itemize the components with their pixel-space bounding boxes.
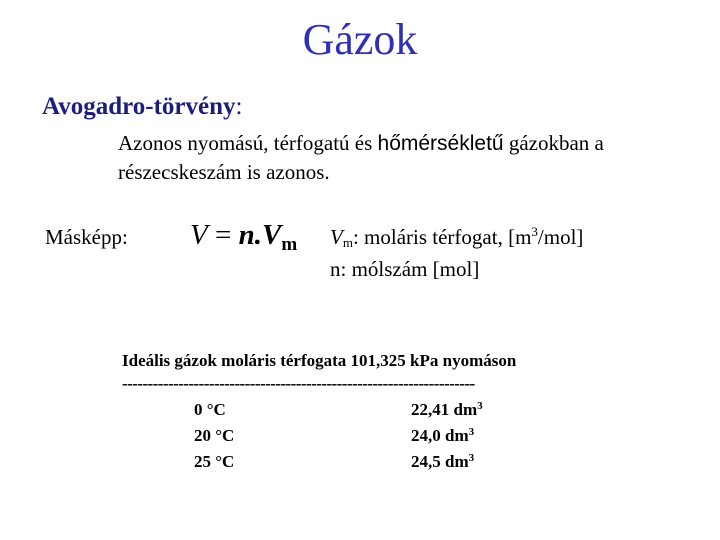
vm-superscript: 3: [531, 224, 538, 239]
definition-line-1: [118, 131, 604, 156]
volume-unit: dm: [445, 452, 469, 471]
vm-symbol: V: [330, 225, 343, 249]
volume-unit: dm: [445, 426, 469, 445]
table-row-temp: 0 °C: [194, 400, 226, 419]
volume-value: 24,0: [411, 426, 441, 445]
volume-exponent: 3: [468, 426, 475, 438]
formula-v: V: [190, 219, 208, 251]
vm-definition: [330, 224, 583, 251]
table-title: Ideális gázok moláris térfogata 101,325 kPa nyomáson: [122, 351, 517, 370]
vm-subscript: m: [342, 235, 353, 250]
volume-value: 22,41: [411, 400, 450, 419]
formula-subscript: m: [281, 234, 298, 255]
definition-line-2: részecskeszám is azonos.: [118, 160, 330, 184]
definition-part-3: gázokban a: [503, 131, 604, 155]
alternative-label: Másképp:: [45, 225, 128, 249]
table-row-volume: [411, 452, 474, 472]
vm-text-2: /mol]: [537, 225, 584, 249]
page-title: Gázok: [302, 15, 418, 64]
volume-exponent: 3: [477, 400, 483, 412]
formula: [190, 219, 297, 256]
formula-equals: =: [207, 219, 239, 251]
table-row-temp: 20 °C: [194, 426, 235, 445]
heading-colon: :: [235, 93, 243, 120]
table-row-volume: [411, 400, 483, 420]
formula-nv: n.V: [238, 219, 282, 251]
definition-part-2: hőmérsékletű: [377, 132, 504, 155]
heading-text: Avogadro-törvény: [42, 93, 236, 120]
table-separator: ---------------------------------------------------------------------: [122, 374, 475, 393]
volume-exponent: 3: [468, 452, 475, 464]
volume-unit: dm: [453, 400, 478, 419]
definition-part-1: Azonos nyomású, térfogatú és: [118, 131, 378, 155]
table-row-volume: [411, 426, 474, 446]
table-row-temp: 25 °C: [194, 452, 235, 471]
n-definition: n: mólszám [mol]: [330, 257, 480, 281]
vm-text-1: : moláris térfogat, [m: [352, 225, 532, 249]
volume-value: 24,5: [411, 452, 441, 471]
section-heading: [42, 93, 242, 121]
